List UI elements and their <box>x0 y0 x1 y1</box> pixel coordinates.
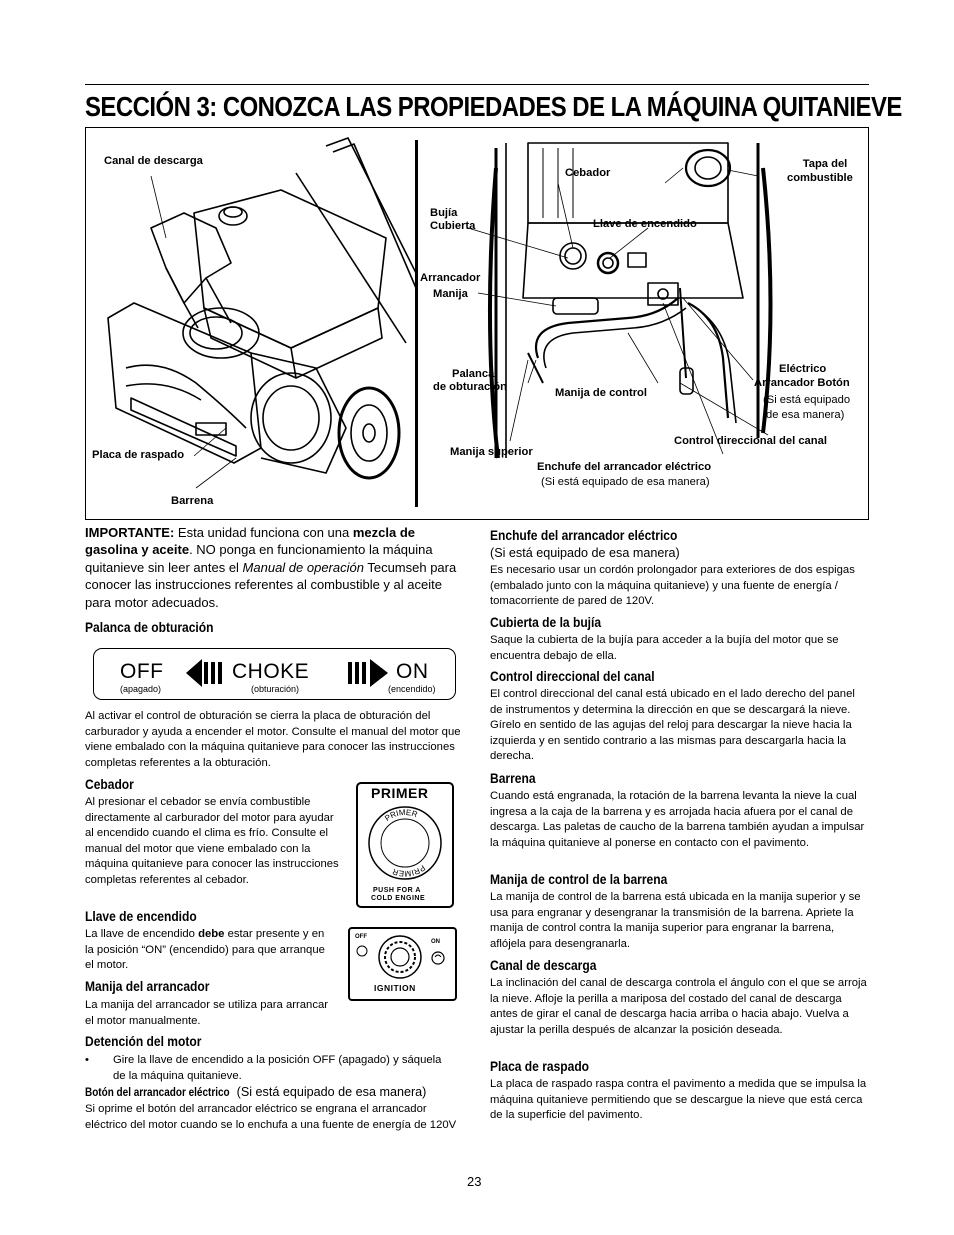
choke-on-sub: (encendido) <box>388 684 436 694</box>
label-tapa-l1: Tapa del <box>802 158 848 170</box>
heading-detencion: Detención del motor <box>85 1033 202 1049</box>
llave-text <box>85 927 335 974</box>
boton-heading-line <box>85 1085 426 1099</box>
label-palanca-l1: Palanca <box>452 368 495 380</box>
llave-text-2: estar presente y en la posición “ON” (encendido) para que arranque el motor. <box>85 928 325 972</box>
label-enchufe-nota: (Si está equipado de esa manera) <box>541 476 710 488</box>
enchufe-text: Es necesario usar un cordón prolongador para exteriores de dos espigas (embalado junto con la máquina quitanieve) y una fuente de energía / tomacorriente de pared de 120V. <box>490 564 855 608</box>
canal-text: La inclinación del canal de descarga controla el ángulo con el que se arroja la nieve. Afloje la perilla a mariposa del costado del canal de descarga antes de girar el canal de descarga hacia arriba o hacia abajo. Vuelva a ajustar la perilla después de alcanzar la posición deseada. <box>490 977 867 1036</box>
label-bujia: Bujía <box>430 207 458 219</box>
llave-text-1: La llave de encendido <box>85 928 199 940</box>
primer-push-l2: COLD ENGINE <box>371 895 426 902</box>
placa-text: La placa de raspado raspa contra el pavimento a medida que se impulsa la máquina quitanieve permitiendo que se descargue la nieve que está cerca de la superficie del pavimento. <box>490 1078 867 1122</box>
bullet-dot: • <box>85 1054 89 1066</box>
ignition-title: IGNITION <box>374 983 416 993</box>
page-title: SECCIÓN 3: CONOZCA LAS PROPIEDADES DE LA MÁQUINA QUITANIEVE <box>85 91 902 122</box>
label-placa-raspado: Placa de raspado <box>92 449 185 461</box>
importante-italic: Manual de operación <box>242 559 364 575</box>
primer-ring-bottom: PRIMER <box>391 863 427 879</box>
ignition-on-text: ON <box>431 939 440 945</box>
choke-on: ON <box>396 660 429 683</box>
label-cebador: Cebador <box>565 167 611 179</box>
manija-control-text: La manija de control de la barrena está ubicada en la manija superior y se usa para engranar y desengranar la transmisión de la barrena. Apriete la manija de control contra la manija superior para engranar la barrena, aflójela para desengranarla. <box>490 891 861 950</box>
heading-enchufe: Enchufe del arrancador eléctrico <box>490 527 678 543</box>
label-manija: Manija <box>433 288 468 300</box>
ignition-off-text: OFF <box>355 934 367 940</box>
primer-button-icon <box>366 804 444 882</box>
choke-off: OFF <box>120 660 164 683</box>
ignition-key-icon <box>350 929 451 981</box>
importante-paragraph <box>85 524 461 611</box>
label-electrico: Eléctrico <box>779 363 827 375</box>
heading-manija-arrancador: Manija del arrancador <box>85 978 210 994</box>
label-tapa-l2: combustible <box>787 172 853 184</box>
cubierta-text: Saque la cubierta de la bujía para acceder a la bujía del motor que se encuentra debajo de ella. <box>490 634 839 662</box>
snowblower-figure <box>85 127 869 520</box>
choke-choke-sub: (obturación) <box>251 684 300 694</box>
enchufe-note: (Si está equipado de esa manera) <box>490 546 680 560</box>
heading-placa: Placa de raspado <box>490 1058 590 1074</box>
heading-llave: Llave de encendido <box>85 908 197 924</box>
label-enchufe: Enchufe del arrancador eléctrico <box>537 461 712 473</box>
primer-ring-top: PRIMER <box>383 807 419 823</box>
importante-text-2: . NO ponga en funcionamiento la máquina quitanieve sin leer antes el <box>85 542 433 575</box>
label-canal-descarga: Canal de descarga <box>104 155 203 167</box>
label-control-direccional: Control direccional del canal <box>674 435 827 447</box>
label-manija-control: Manija de control <box>555 387 647 399</box>
detencion-bullet <box>85 1053 447 1084</box>
heading-barrena: Barrena <box>490 770 536 786</box>
arrow-right-icon <box>346 659 388 687</box>
importante-text-1: Esta unidad funciona con una <box>174 525 353 540</box>
heading-control-direccional: Control direccional del canal <box>490 668 655 684</box>
heading-cubierta: Cubierta de la bujía <box>490 614 602 630</box>
primer-label-graphic <box>356 782 454 908</box>
ignition-label-graphic <box>348 927 457 1001</box>
label-llave-encendido: Llave de encendido <box>593 218 697 230</box>
heading-canal: Canal de descarga <box>490 957 597 973</box>
primer-push-l1: PUSH FOR A <box>373 887 421 894</box>
heading-boton: Botón del arrancador eléctrico <box>85 1086 230 1099</box>
barrena-text: Cuando está engranada, la rotación de la barrena levanta la nieve la cual ingresa a la caja de la barrena y es arrojada hacia afuera por el canal de descarga. Las paletas de caucho de la barrena también ayudan a impulsar la máquina quitanieve al ponerse en contacto con el pavimento. <box>490 790 865 849</box>
choke-indicator <box>93 648 456 700</box>
arrow-left-icon <box>186 659 228 687</box>
label-arrancador-boton: Arrancador Botón <box>754 377 850 389</box>
primer-title: PRIMER <box>371 785 429 801</box>
heading-manija-control: Manija de control de la barrena <box>490 871 668 887</box>
palanca-text: Al activar el control de obturación se cierra la placa de obturación del carburador y ayuda a encender el motor. Consulte el manual del motor que viene embalado con la máquina quitanieve para conocer las instrucciones completas referentes a la obturación. <box>85 710 461 769</box>
importante-bold: mezcla de gasolina y aceite <box>85 525 415 558</box>
boton-text: Si oprime el botón del arrancador eléctrico se engrana el arrancador eléctrico del motor cuando se lo enchufa a una fuente de energía de 120V <box>85 1103 457 1131</box>
left-column <box>85 524 461 611</box>
heading-palanca: Palanca de obturación <box>85 619 214 635</box>
label-manija-superior: Manija superior <box>450 446 533 458</box>
detencion-bullet-text: Gire la llave de encendido a la posición OFF (apagado) y sáquela de la máquina quitanieve. <box>113 1054 442 1082</box>
control-direccional-text: El control direccional del canal está ubicado en el lado derecho del panel de instrumentos y determina la dirección en que se descargará la nieve. Gírelo en sentido de las agujas del reloj para descargar la nieve hacia la izquierda y en sentido contrario a las mismas para descargarla hacia la derecha. <box>490 688 855 763</box>
label-barrena: Barrena <box>171 495 214 507</box>
importante-label: IMPORTANTE: <box>85 525 175 540</box>
cebador-text: Al presionar el cebador se envía combustible directamente al carburador del motor para ayudar al encendido cuando el clima es frío. Consulte el manual del motor que viene embalado con la máquina quitanieve para conocer las instrucciones completas referentes al cebador. <box>85 796 339 886</box>
label-palanca-l2: de obturación <box>433 381 507 393</box>
heading-cebador: Cebador <box>85 776 134 792</box>
label-cubierta: Cubierta <box>430 220 476 232</box>
top-rule <box>85 84 869 85</box>
manija-arrancador-text: La manija del arrancador se utiliza para arrancar el motor manualmente. <box>85 999 329 1027</box>
importante-text-3: Tecumseh para conocer las instrucciones referentes al combustible y al aceite para motor adecuados. <box>85 559 457 610</box>
label-arrancador: Arrancador <box>420 272 481 284</box>
boton-note: (Si está equipado de esa manera) <box>233 1085 427 1099</box>
choke-off-sub: (apagado) <box>120 684 162 694</box>
llave-bold: debe <box>198 928 225 940</box>
choke-choke: CHOKE <box>232 660 310 683</box>
page-number: 23 <box>467 1174 482 1189</box>
label-si-equipado-l1: (Si está equipado <box>763 394 851 406</box>
label-si-equipado-l2: de esa manera) <box>766 409 845 421</box>
